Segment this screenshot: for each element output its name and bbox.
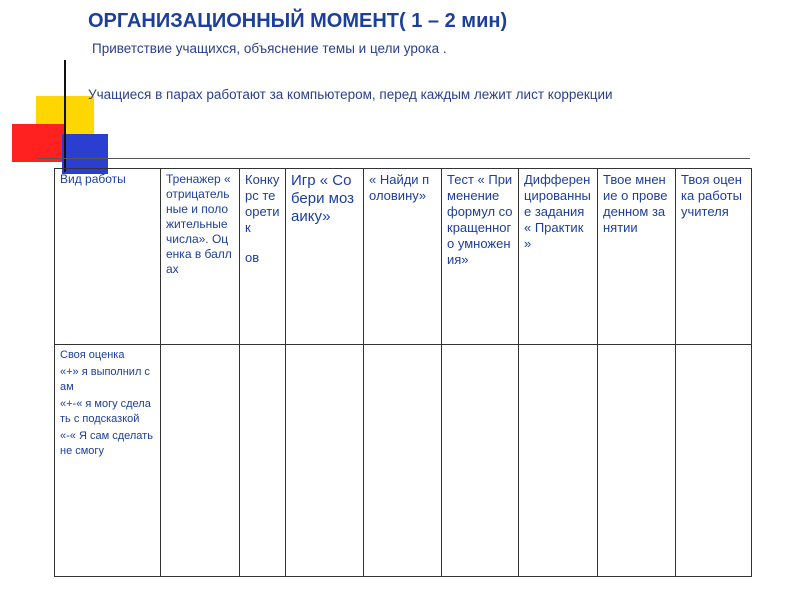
header-cell: Тренажер « отрицательные и положительные числа». Оценка в баллах xyxy=(161,169,240,345)
empty-cell[interactable] xyxy=(240,345,286,577)
empty-cell[interactable] xyxy=(161,345,240,577)
empty-cell[interactable] xyxy=(598,345,676,577)
header-cell: Твоя оценка работы учителя xyxy=(676,169,752,345)
subtitle: Приветствие учащихся, объяснение темы и цели урока . xyxy=(92,41,447,56)
empty-cell[interactable] xyxy=(364,345,442,577)
header-cell: Игр « Собери мозаику» xyxy=(286,169,364,345)
divider-line xyxy=(38,158,750,159)
header-cell: Тест « Применение формул сокращенного умножения» xyxy=(442,169,519,345)
empty-cell[interactable] xyxy=(676,345,752,577)
row-label-line: «-« Я сам сделать не смогу xyxy=(60,430,153,457)
page-title: ОРГАНИЗАЦИОННЫЙ МОМЕНТ( 1 – 2 мин) xyxy=(88,10,508,32)
row-label-line: Своя оценка xyxy=(60,349,125,361)
self-assessment-cell xyxy=(55,345,161,577)
header-konkurs-text: Конкурс теоретик xyxy=(245,172,280,235)
header-cell: Дифференцированные задания « Практик » xyxy=(519,169,598,345)
header-cell: Вид работы xyxy=(55,169,161,345)
header-cell: Твое мнение о проведенном занятии xyxy=(598,169,676,345)
header-cell: « Найди половину» xyxy=(364,169,442,345)
header-row xyxy=(55,169,752,345)
header-konkurs-suffix: ов xyxy=(245,250,260,265)
empty-cell[interactable] xyxy=(286,345,364,577)
header-cell xyxy=(240,169,286,345)
correction-table xyxy=(54,168,752,577)
empty-cell[interactable] xyxy=(442,345,519,577)
empty-cell[interactable] xyxy=(519,345,598,577)
table-row xyxy=(55,345,752,577)
decor-vertical-line xyxy=(64,60,66,172)
decor-red-square xyxy=(12,124,64,162)
row-label-line: «+» я выполнил сам xyxy=(60,366,150,393)
row-label-line: «+-« я могу сделать с подсказкой xyxy=(60,398,151,425)
info-text: Учащиеся в парах работают за компьютером, перед каждым лежит лист коррекции xyxy=(88,87,613,102)
